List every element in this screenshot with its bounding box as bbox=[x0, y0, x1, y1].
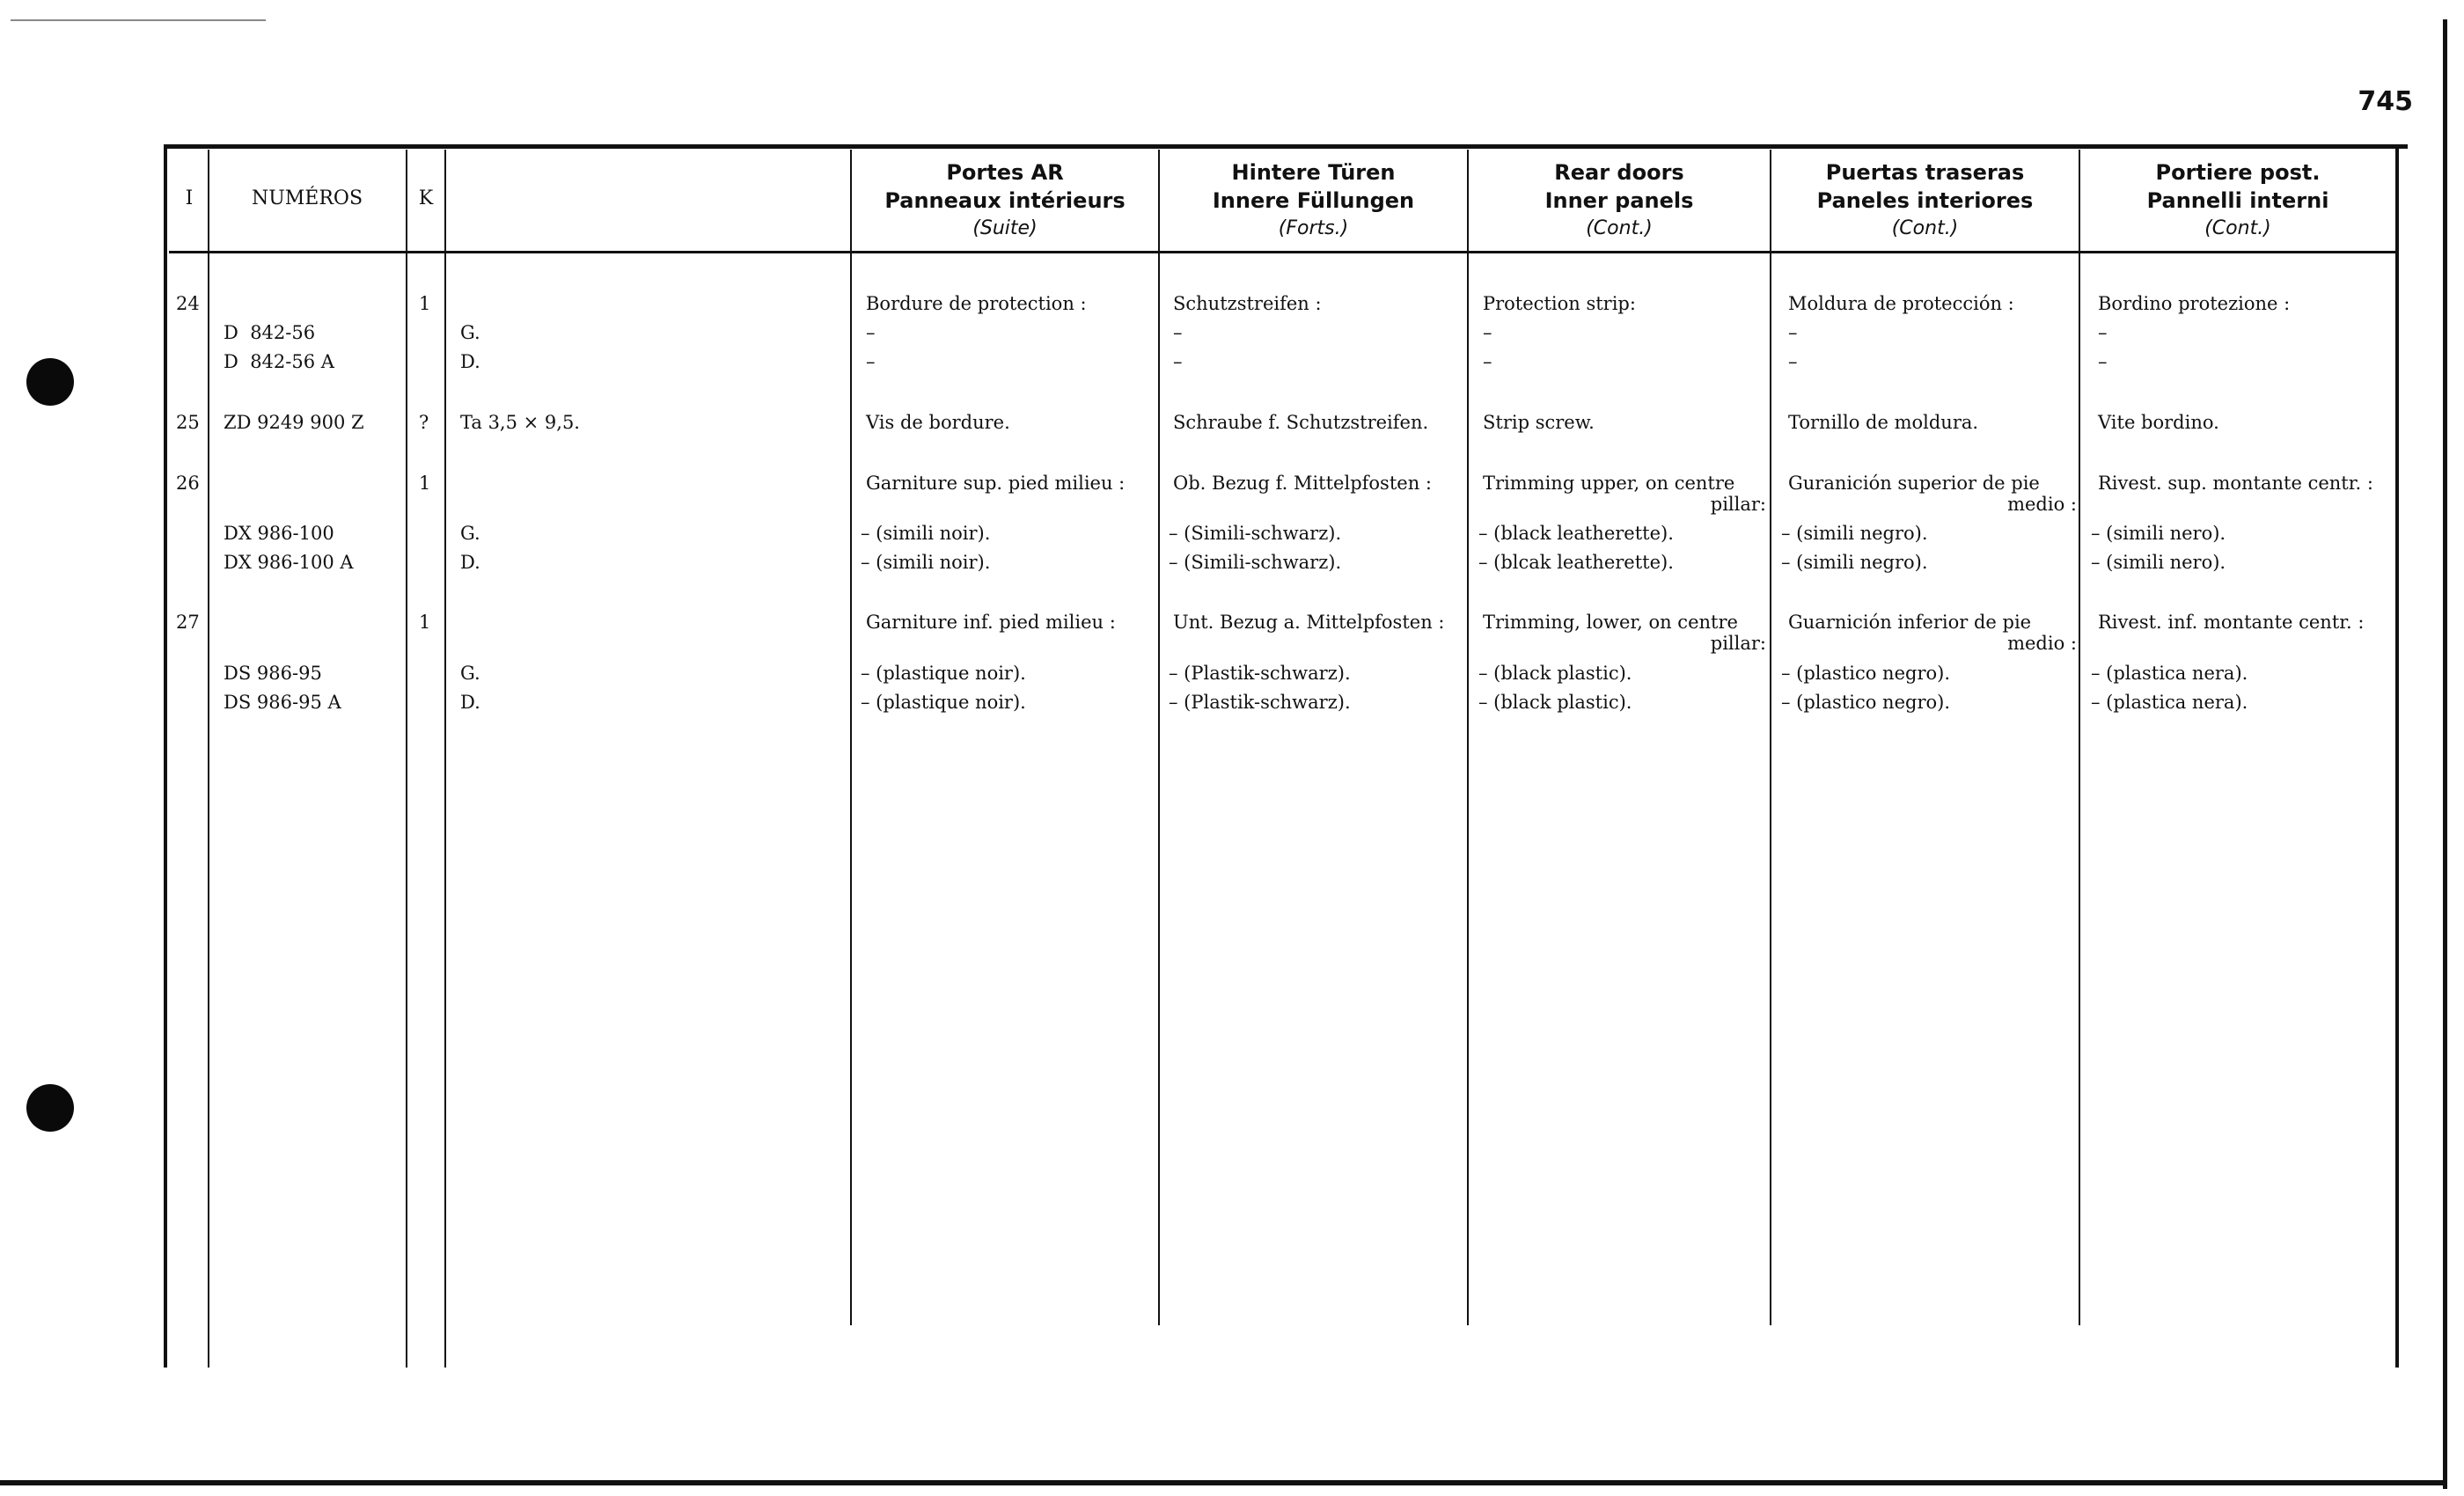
col-line-spec bbox=[850, 150, 852, 1325]
top-left-rule bbox=[11, 19, 266, 21]
header-subtitle: Panneaux intérieurs bbox=[884, 188, 1126, 213]
desc-de: Schraube f. Schutzstreifen. bbox=[1173, 412, 1429, 433]
desc-de: Unt. Bezug a. Mittelpfosten : bbox=[1173, 612, 1445, 633]
header-title: Hintere Türen bbox=[1231, 160, 1396, 185]
desc-line-cont: pillar: bbox=[1710, 494, 1766, 515]
header-bottom-border bbox=[169, 251, 2395, 253]
col-line-i bbox=[208, 150, 209, 1368]
part-side: G. bbox=[460, 523, 480, 544]
desc-de: – bbox=[1173, 351, 1183, 372]
desc-fr: Bordure de protection : bbox=[866, 293, 1087, 314]
desc-es: – (plastico negro). bbox=[1781, 692, 1951, 713]
col-line-lang4 bbox=[2079, 150, 2080, 1325]
desc-it: Vite bordino. bbox=[2098, 412, 2219, 433]
header-note: (Forts.) bbox=[1278, 217, 1349, 239]
header-lang-es bbox=[1771, 158, 2079, 243]
header-lang-en bbox=[1469, 158, 1770, 243]
part-side: D. bbox=[460, 692, 480, 713]
header-subtitle: Paneles interiores bbox=[1816, 188, 2034, 213]
desc-de: Ob. Bezug f. Mittelpfosten : bbox=[1173, 473, 1432, 494]
desc-es: – (simili negro). bbox=[1781, 523, 1928, 544]
desc-line: Trimming upper, on centre bbox=[1483, 473, 1735, 494]
desc-de: – (Simili-schwarz). bbox=[1169, 523, 1342, 544]
desc-es: – (plastico negro). bbox=[1781, 663, 1951, 684]
desc-en: – bbox=[1483, 322, 1492, 343]
col-line-right bbox=[2395, 144, 2399, 1368]
row-index: 26 bbox=[176, 473, 200, 494]
desc-es: – (simili negro). bbox=[1781, 552, 1928, 573]
desc-line: Guranición superior de pie bbox=[1788, 473, 2040, 494]
header-title: Portes AR bbox=[946, 160, 1064, 185]
page-bottom-edge bbox=[0, 1480, 2447, 1485]
desc-en bbox=[1483, 612, 1766, 654]
desc-es: – bbox=[1788, 322, 1798, 343]
desc-es: Tornillo de moldura. bbox=[1788, 412, 1979, 433]
desc-fr: – (simili noir). bbox=[861, 523, 991, 544]
header-note: (Suite) bbox=[972, 217, 1038, 239]
desc-it: – (simili nero). bbox=[2091, 552, 2226, 573]
desc-de: – bbox=[1173, 322, 1183, 343]
punch-hole-bottom bbox=[26, 1084, 74, 1132]
desc-line-cont: medio : bbox=[2007, 633, 2077, 654]
col-line-left bbox=[164, 144, 167, 1368]
header-note: (Cont.) bbox=[2204, 217, 2271, 239]
part-side: G. bbox=[460, 663, 480, 684]
desc-de: – (Simili-schwarz). bbox=[1169, 552, 1342, 573]
desc-en: Strip screw. bbox=[1483, 412, 1595, 433]
page-right-edge bbox=[2443, 19, 2447, 1489]
row-qty: 1 bbox=[419, 612, 431, 633]
desc-line: Guarnición inferior de pie bbox=[1788, 612, 2032, 633]
desc-en: – (black leatherette). bbox=[1478, 523, 1674, 544]
header-lang-fr bbox=[852, 158, 1158, 243]
part-side: D. bbox=[460, 552, 480, 573]
desc-de: – (Plastik-schwarz). bbox=[1169, 692, 1351, 713]
punch-hole-top bbox=[26, 358, 74, 406]
desc-it: Rivest. sup. montante centr. : bbox=[2098, 473, 2373, 494]
header-subtitle: Inner panels bbox=[1544, 188, 1694, 213]
desc-it: Rivest. inf. montante centr. : bbox=[2098, 612, 2365, 633]
desc-es bbox=[1788, 612, 2077, 654]
desc-en: – (blcak leatherette). bbox=[1478, 552, 1674, 573]
part-number: ZD 9249 900 Z bbox=[224, 412, 364, 433]
desc-it: Bordino protezione : bbox=[2098, 293, 2291, 314]
desc-fr: Garniture inf. pied milieu : bbox=[866, 612, 1116, 633]
desc-it: – bbox=[2098, 351, 2108, 372]
col-line-lang1 bbox=[1158, 150, 1160, 1325]
col-line-numeros bbox=[406, 150, 407, 1368]
header-title: Portiere post. bbox=[2155, 160, 2321, 185]
part-side: D. bbox=[460, 351, 480, 372]
desc-en: – (black plastic). bbox=[1478, 692, 1632, 713]
header-title: Puertas traseras bbox=[1825, 160, 2025, 185]
col-line-lang3 bbox=[1770, 150, 1771, 1325]
part-spec: Ta 3,5 × 9,5. bbox=[460, 412, 580, 433]
col-line-k bbox=[444, 150, 446, 1368]
header-subtitle: Innere Füllungen bbox=[1212, 188, 1415, 213]
row-qty: 1 bbox=[419, 293, 431, 314]
header-title: Rear doors bbox=[1554, 160, 1684, 185]
page-number: 745 bbox=[2358, 86, 2413, 117]
desc-fr: – (plastique noir). bbox=[861, 692, 1026, 713]
desc-fr: – (plastique noir). bbox=[861, 663, 1026, 684]
desc-en: – (black plastic). bbox=[1478, 663, 1632, 684]
row-qty: ? bbox=[419, 412, 429, 433]
part-number: DX 986-100 bbox=[224, 523, 334, 544]
desc-en: Protection strip: bbox=[1483, 293, 1636, 314]
row-index: 27 bbox=[176, 612, 200, 633]
desc-fr: – (simili noir). bbox=[861, 552, 991, 573]
table-top-border bbox=[165, 144, 2408, 149]
header-note: (Cont.) bbox=[1891, 217, 1959, 239]
row-qty: 1 bbox=[419, 473, 431, 494]
desc-it: – (plastica nera). bbox=[2091, 663, 2248, 684]
desc-it: – bbox=[2098, 322, 2108, 343]
header-col-k: K bbox=[418, 187, 434, 209]
desc-fr: Vis de bordure. bbox=[866, 412, 1010, 433]
header-col-i: I bbox=[185, 187, 194, 209]
desc-line-cont: medio : bbox=[2007, 494, 2077, 515]
desc-it: – (simili nero). bbox=[2091, 523, 2226, 544]
desc-fr: – bbox=[866, 322, 876, 343]
header-lang-it bbox=[2080, 158, 2395, 243]
desc-es: Moldura de protección : bbox=[1788, 293, 2014, 314]
header-subtitle: Pannelli interni bbox=[2146, 188, 2329, 213]
desc-it: – (plastica nera). bbox=[2091, 692, 2248, 713]
desc-line: Trimming, lower, on centre bbox=[1483, 612, 1738, 633]
row-index: 25 bbox=[176, 412, 200, 433]
header-col-numeros: NUMÉROS bbox=[251, 187, 363, 209]
desc-es bbox=[1788, 473, 2077, 515]
part-number: DS 986-95 bbox=[224, 663, 322, 684]
part-number: D 842-56 bbox=[224, 322, 316, 343]
part-number: DX 986-100 A bbox=[224, 552, 354, 573]
desc-fr: Garniture sup. pied milieu : bbox=[866, 473, 1126, 494]
header-note: (Cont.) bbox=[1586, 217, 1653, 239]
part-side: G. bbox=[460, 322, 480, 343]
desc-en bbox=[1483, 473, 1766, 515]
desc-en: – bbox=[1483, 351, 1492, 372]
header-lang-de bbox=[1160, 158, 1467, 243]
desc-fr: – bbox=[866, 351, 876, 372]
part-number: D 842-56 A bbox=[224, 351, 334, 372]
desc-de: Schutzstreifen : bbox=[1173, 293, 1322, 314]
desc-line-cont: pillar: bbox=[1710, 633, 1766, 654]
desc-es: – bbox=[1788, 351, 1798, 372]
desc-de: – (Plastik-schwarz). bbox=[1169, 663, 1351, 684]
col-line-lang2 bbox=[1467, 150, 1469, 1325]
part-number: DS 986-95 A bbox=[224, 692, 341, 713]
row-index: 24 bbox=[176, 293, 200, 314]
